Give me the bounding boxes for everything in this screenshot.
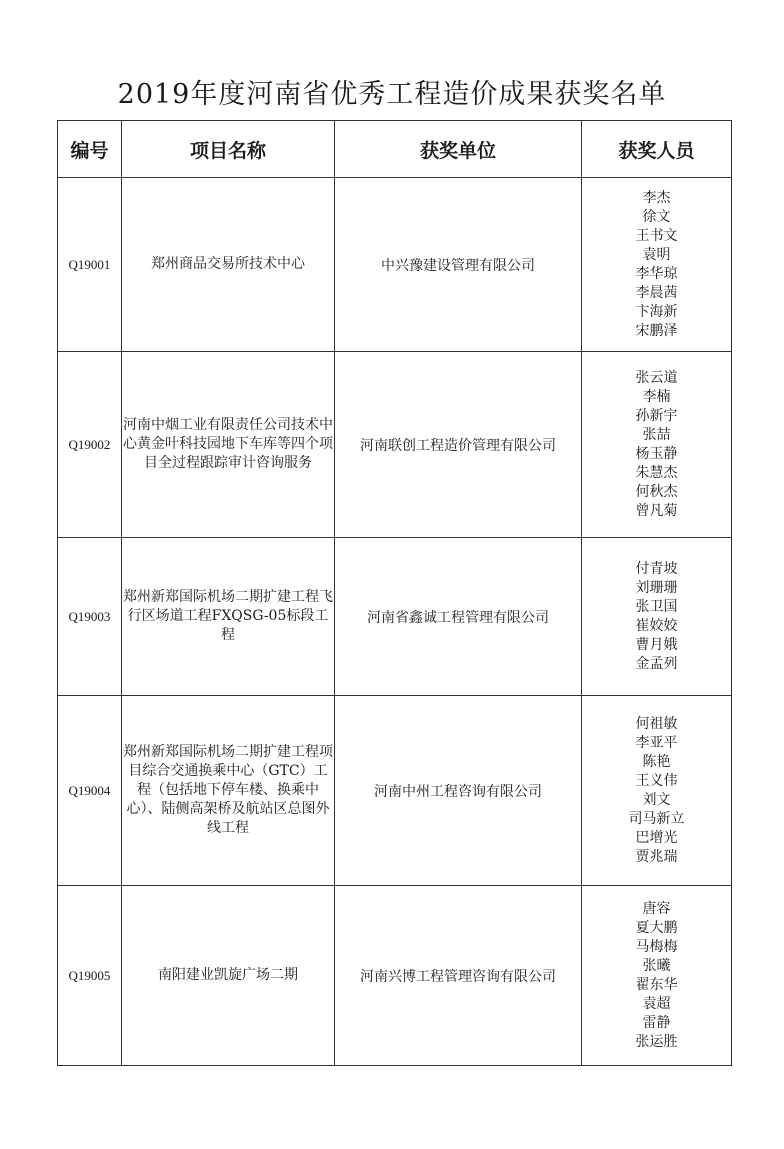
row-project-name: 南阳建业凯旋广场二期 [122, 886, 335, 1066]
person-name: 李华琼 [635, 265, 678, 282]
person-name: 唐容 [642, 900, 671, 917]
person-name: 宋鹏泽 [635, 322, 678, 339]
person-name: 崔姣姣 [635, 617, 678, 634]
person-name: 袁明 [642, 246, 671, 263]
table-header-row [58, 121, 732, 178]
person-name: 李亚平 [635, 734, 678, 751]
row-award-unit: 河南兴博工程管理咨询有限公司 [335, 886, 582, 1066]
person-name: 张曦 [642, 957, 671, 974]
row-code: Q19004 [58, 696, 122, 886]
person-name: 司马新立 [628, 810, 685, 827]
row-project-name: 郑州商品交易所技术中心 [122, 178, 335, 352]
table-row [58, 886, 732, 1066]
header-code: 编号 [58, 121, 122, 178]
person-name: 巴增光 [635, 829, 678, 846]
person-name: 张喆 [642, 426, 671, 443]
page-title: 2019年度河南省优秀工程造价成果获奖名单 [117, 79, 667, 110]
person-name: 张卫国 [635, 598, 678, 615]
row-award-unit: 中兴豫建设管理有限公司 [335, 178, 582, 352]
header-project-name: 项目名称 [122, 121, 335, 178]
person-name: 金孟列 [635, 655, 678, 672]
row-award-unit: 河南中州工程咨询有限公司 [335, 696, 582, 886]
person-name: 杨玉静 [635, 445, 678, 462]
table-row [58, 178, 732, 352]
award-table [57, 120, 732, 1066]
person-name: 曾凡菊 [635, 502, 678, 519]
person-name: 张云道 [635, 369, 678, 386]
person-name: 贾兆瑞 [635, 848, 678, 865]
row-project-name: 郑州新郑国际机场二期扩建工程飞行区场道工程FXQSG-05标段工程 [122, 538, 335, 696]
person-name: 刘文 [642, 791, 671, 808]
person-name: 刘珊珊 [635, 579, 678, 596]
table-row [58, 538, 732, 696]
person-name: 王书文 [635, 227, 678, 244]
person-name: 孙新宇 [635, 407, 678, 424]
person-name: 付青坡 [635, 560, 678, 577]
person-name: 陈艳 [642, 753, 671, 770]
row-code: Q19001 [58, 178, 122, 352]
header-award-unit: 获奖单位 [335, 121, 582, 178]
row-award-unit: 河南省鑫诚工程管理有限公司 [335, 538, 582, 696]
person-name: 朱慧杰 [635, 464, 678, 481]
person-name: 何祖敏 [635, 715, 678, 732]
person-name: 王义伟 [635, 772, 678, 789]
person-name: 袁超 [642, 995, 671, 1012]
person-name: 张运胜 [635, 1033, 678, 1050]
table-row [58, 352, 732, 538]
row-award-unit: 河南联创工程造价管理有限公司 [335, 352, 582, 538]
row-award-people [582, 696, 732, 886]
person-name: 卞海新 [635, 303, 678, 320]
person-name: 李杰 [642, 189, 671, 206]
person-name: 夏大鹏 [635, 919, 678, 936]
row-code: Q19002 [58, 352, 122, 538]
row-award-people [582, 178, 732, 352]
row-award-people [582, 886, 732, 1066]
header-award-people: 获奖人员 [582, 121, 732, 178]
row-award-people [582, 538, 732, 696]
person-name: 曹月娥 [635, 636, 678, 653]
row-project-name: 河南中烟工业有限责任公司技术中心黄金叶科技园地下车库等四个项目全过程跟踪审计咨询服务 [122, 352, 335, 538]
person-name: 李楠 [642, 388, 671, 405]
person-name: 徐文 [642, 208, 671, 225]
row-award-people [582, 352, 732, 538]
person-name: 翟东华 [635, 976, 678, 993]
row-code: Q19003 [58, 538, 122, 696]
row-code: Q19005 [58, 886, 122, 1066]
person-name: 何秋杰 [635, 483, 678, 500]
table-row [58, 696, 732, 886]
person-name: 李晨茜 [635, 284, 678, 301]
row-project-name: 郑州新郑国际机场二期扩建工程项目综合交通换乘中心（GTC）工程（包括地下停车楼、换乘中心）、陆侧高架桥及航站区总图外线工程 [122, 696, 335, 886]
person-name: 马梅梅 [635, 938, 678, 955]
person-name: 雷静 [642, 1014, 671, 1031]
